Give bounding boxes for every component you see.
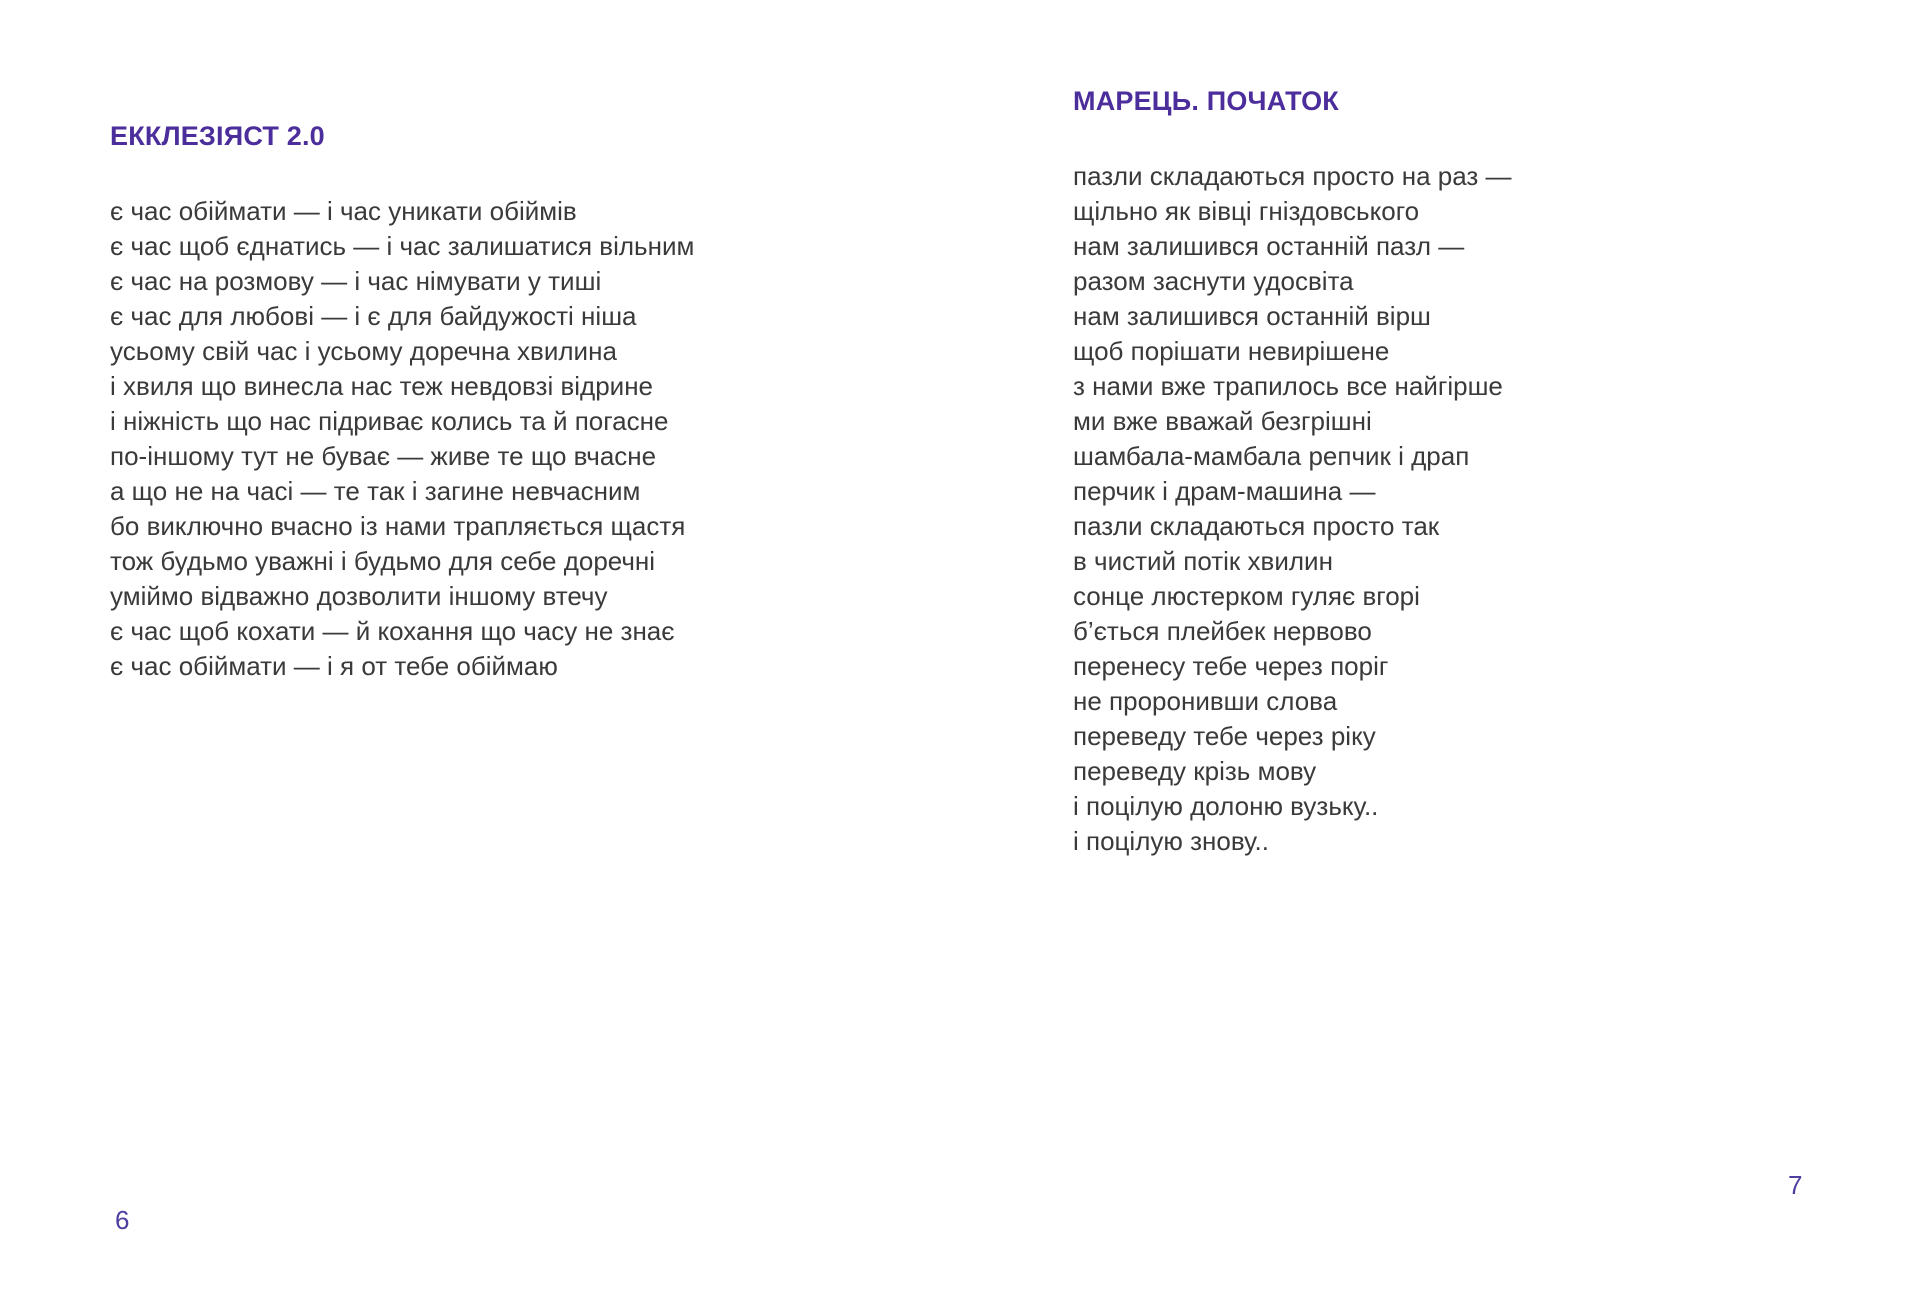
poem-line: нам залишився останній пазл — — [1073, 231, 1465, 261]
poem-line: ми вже вважай безгрішні — [1073, 406, 1372, 436]
right-page — [1073, 88, 1793, 859]
poem-line: і поцілую знову.. — [1073, 826, 1269, 856]
left-page-number: 6 — [115, 1205, 130, 1235]
poem-line: тож будьмо уважні і будьмо для себе доречні — [110, 546, 656, 576]
left-page — [110, 123, 850, 684]
poem-line: бо виключно вчасно із нами трапляється щастя — [110, 511, 686, 541]
poem-line: усьому свій час і усьому доречна хвилина — [110, 336, 617, 366]
left-poem-title: ЕККЛЕЗІЯСТ 2.0 — [110, 121, 325, 151]
poem-line: щоб порішати невирішене — [1073, 336, 1390, 366]
poem-line: є час щоб кохати — й кохання що часу не знає — [110, 616, 675, 646]
right-poem-title: МАРЕЦЬ. ПОЧАТОК — [1073, 86, 1339, 116]
poem-line: разом заснути удосвіта — [1073, 266, 1354, 296]
left-poem-body — [110, 194, 850, 684]
right-poem-body — [1073, 159, 1793, 859]
right-page-number: 7 — [1788, 1170, 1803, 1200]
poem-line: сонце люстерком гуляє вгорі — [1073, 581, 1420, 611]
poem-line: б’ється плейбек нервово — [1073, 616, 1372, 646]
poem-line: пазли складаються просто так — [1073, 511, 1440, 541]
poem-line: і хвиля що винесла нас теж невдовзі відрине — [110, 371, 654, 401]
poem-line: а що не на часі — те так і загине невчасним — [110, 476, 641, 506]
poem-line: переведу крізь мову — [1073, 756, 1317, 786]
poem-line: не проронивши слова — [1073, 686, 1338, 716]
poem-line: переведу тебе через ріку — [1073, 721, 1376, 751]
poem-line: є час щоб єднатись — і час залишатися вільним — [110, 231, 695, 261]
poem-line: перенесу тебе через поріг — [1073, 651, 1389, 681]
poem-line: по-іншому тут не буває — живе те що вчасне — [110, 441, 657, 471]
poem-line: в чистий потік хвилин — [1073, 546, 1333, 576]
poem-line: перчик і драм-машина — — [1073, 476, 1376, 506]
poem-line: і ніжність що нас підриває колись та й погасне — [110, 406, 669, 436]
poem-line: є час на розмову — і час німувати у тиші — [110, 266, 602, 296]
poem-line: з нами вже трапилось все найгірше — [1073, 371, 1503, 401]
poem-line: є час обіймати — і я от тебе обіймаю — [110, 651, 558, 681]
poem-line: пазли складаються просто на раз — — [1073, 161, 1512, 191]
poem-line: і поцілую долоню вузьку.. — [1073, 791, 1379, 821]
poem-line: уміймо відважно дозволити іншому втечу — [110, 581, 608, 611]
poem-line: є час обіймати — і час уникати обіймів — [110, 196, 577, 226]
poem-line: є час для любові — і є для байдужості ніша — [110, 301, 637, 331]
poem-line: шамбала-мамбала репчик і драп — [1073, 441, 1470, 471]
poem-line: щільно як вівці гніздовського — [1073, 196, 1420, 226]
poem-line: нам залишився останній вірш — [1073, 301, 1431, 331]
